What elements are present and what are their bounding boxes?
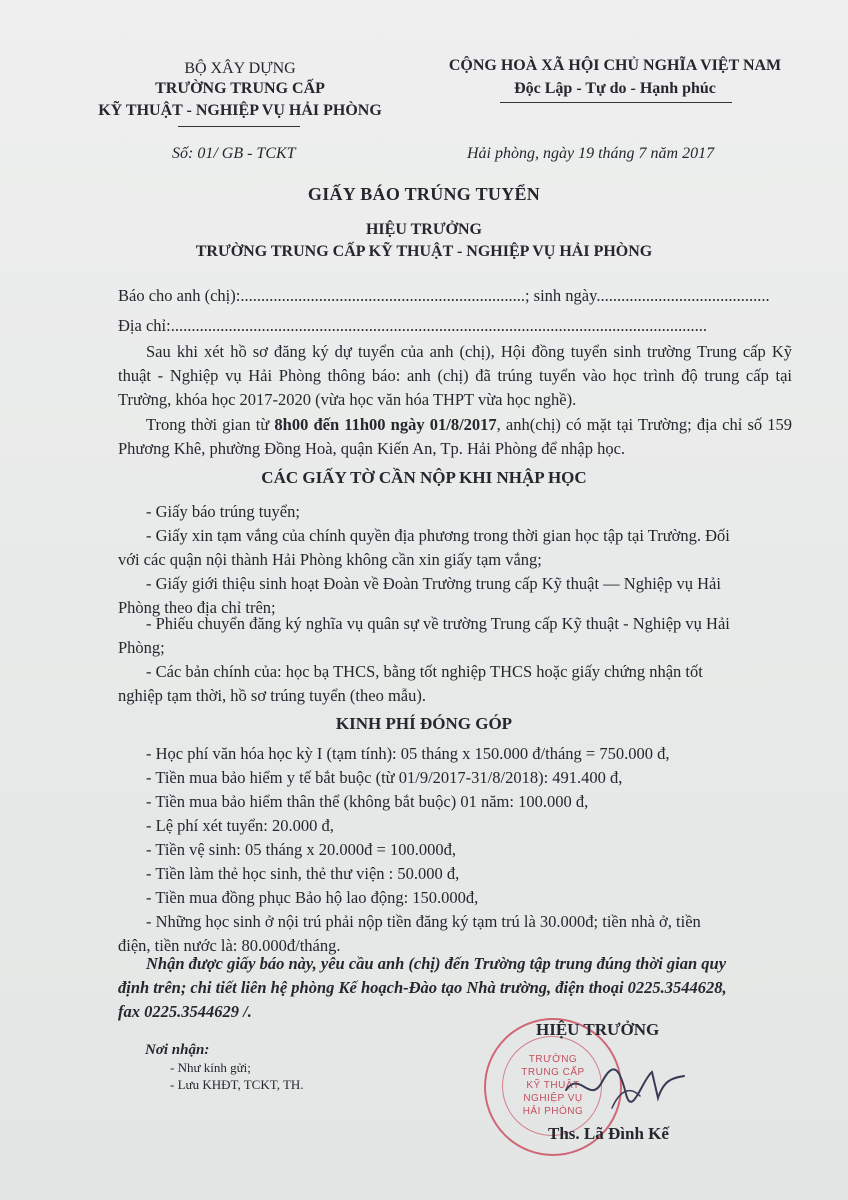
fee-item-6: - Tiền làm thẻ học sinh, thẻ thư viện : 50.000 đ, <box>146 864 460 883</box>
recipient-label: Báo cho anh (chị): <box>118 286 241 305</box>
doc-item-1: - Giấy báo trúng tuyển; <box>146 502 300 521</box>
header-left-rule <box>178 126 300 127</box>
doc-item-4-line1: - Phiếu chuyển đăng ký nghĩa vụ quân sự về trường Trung cấp Kỹ thuật - Nghiệp vụ Hải <box>146 614 730 633</box>
document-title: GIẤY BÁO TRÚNG TUYỂN <box>307 184 541 204</box>
seal-text-4: NGHIỆP VỤ <box>523 1093 583 1104</box>
seal-text-3: KỸ THUẬT <box>526 1080 580 1091</box>
address-label: Địa chỉ: <box>118 316 171 335</box>
doc-item-3-line1: - Giấy giới thiệu sinh hoạt Đoàn về Đoàn Trường trung cấp Kỹ thuật — Nghiệp vụ Hải <box>146 574 721 593</box>
recipient-field <box>118 284 770 308</box>
fee-item-8-line1: - Những học sinh ở nội trú phải nộp tiền đăng ký tạm trú là 30.000đ; tiền nhà ở, tiền <box>146 912 701 931</box>
doc-item-5-line1: - Các bản chính của: học bạ THCS, bằng tốt nghiệp THCS hoặc giấy chứng nhận tốt <box>146 662 703 681</box>
fee-item-2: - Tiền mua bảo hiểm y tế bắt buộc (từ 01/9/2017-31/8/2018): 491.400 đ, <box>146 768 623 787</box>
ministry-name: BỘ XÂY DỰNG <box>184 60 296 77</box>
admission-text: Sau khi xét hồ sơ đăng ký dự tuyển của anh (chị), Hội đồng tuyển sinh trường Trung cấp Kỹ thuật - Nghiệp vụ Hải Phòng thông báo: anh (chị) đã trúng tuyển vào học trình độ trung cấp tại Trường, khóa học 2017-2020 (vừa học văn hóa THPT vừa học nghề). <box>118 342 792 409</box>
enrollment-text-a: Trong thời gian từ <box>146 415 275 434</box>
documents-heading: CÁC GIẤY TỜ CẦN NỘP KHI NHẬP HỌC <box>261 468 587 487</box>
enrollment-paragraph <box>118 413 792 461</box>
note-line3: fax 0225.3544629 /. <box>118 1002 252 1021</box>
nation-title: CỘNG HOÀ XÃ HỘI CHỦ NGHĨA VIỆT NAM <box>448 57 782 74</box>
address-dots: .................................................................................................................................. <box>170 316 707 335</box>
doc-item-3-line2: Phòng theo địa chỉ trên; <box>118 598 276 617</box>
handwritten-signature <box>560 1050 690 1120</box>
doc-item-5-line2: nghiệp tạm thời, hồ sơ trúng tuyển (theo mẫu). <box>118 686 426 705</box>
school-name-line2: KỸ THUẬT - NGHIỆP VỤ HẢI PHÒNG <box>98 102 382 119</box>
recipients-label: Nơi nhận: <box>145 1042 210 1058</box>
doc-item-2-line2: với các quận nội thành Hải Phòng không cần xin giấy tạm vắng; <box>118 550 542 569</box>
note-line1: Nhận được giấy báo này, yêu cầu anh (chị) đến Trường tập trung đúng thời gian quy <box>146 954 727 973</box>
enrollment-time: 8h00 đến 11h00 ngày 01/8/2017 <box>274 415 497 434</box>
nation-motto: Độc Lập - Tự do - Hạnh phúc <box>514 80 716 97</box>
signer-name: Ths. Lã Đình Kế <box>548 1124 669 1143</box>
issuer-line1: HIỆU TRƯỞNG <box>365 221 482 238</box>
place-and-date: Hải phòng, ngày 19 tháng 7 năm 2017 <box>467 145 715 162</box>
recipient-dots: ..................................................................... <box>240 286 525 305</box>
fee-item-4: - Lệ phí xét tuyển: 20.000 đ, <box>146 816 334 835</box>
school-name-line1: TRƯỜNG TRUNG CẤP <box>155 80 325 97</box>
recipient-2: - Lưu KHĐT, TCKT, TH. <box>170 1077 304 1092</box>
fee-item-1: - Học phí văn hóa học kỳ I (tạm tính): 05 tháng x 150.000 đ/tháng = 750.000 đ, <box>146 744 670 763</box>
fee-item-5: - Tiền vệ sinh: 05 tháng x 20.000đ = 100.000đ, <box>146 840 456 859</box>
issuer-line2: TRƯỜNG TRUNG CẤP KỸ THUẬT - NGHIỆP VỤ HẢI PHÒNG <box>195 243 653 260</box>
fee-item-8-line2: điện, tiền nước là: 80.000đ/tháng. <box>118 936 341 955</box>
dob-label: ; sinh ngày <box>524 286 597 305</box>
seal-text-1: TRƯỜNG <box>528 1054 578 1065</box>
seal-text-2: TRUNG CẤP <box>521 1067 585 1078</box>
recipient-1: - Như kính gửi; <box>170 1060 251 1075</box>
signature-title: HIỆU TRƯỞNG <box>536 1020 660 1039</box>
fee-item-3: - Tiền mua bảo hiểm thân thể (không bắt buộc) 01 năm: 100.000 đ, <box>146 792 589 811</box>
dob-dots: .......................................... <box>596 286 770 305</box>
enrollment-text-b: , anh(chị) có mặt tại Trường; địa chỉ số 159 Phương Khê, phường Đồng Hoà, quận Kiến An, Tp. Hải Phòng để nhập học. <box>118 415 793 458</box>
address-field <box>118 314 707 338</box>
fee-item-7: - Tiền mua đồng phục Bảo hộ lao động: 150.000đ, <box>146 888 479 907</box>
document-number: Số: 01/ GB - TCKT <box>172 145 296 162</box>
admission-paragraph <box>118 340 792 412</box>
doc-item-2-line1: - Giấy xin tạm vắng của chính quyền địa phương trong thời gian học tập tại Trường. Đối <box>146 526 730 545</box>
doc-item-4-line2: Phòng; <box>118 638 165 657</box>
seal-text-5: HẢI PHÒNG <box>522 1106 584 1117</box>
header-right-rule <box>500 102 732 103</box>
fees-heading: KINH PHÍ ĐÓNG GÓP <box>335 714 513 733</box>
note-line2: định trên; chi tiết liên hệ phòng Kế hoạch-Đào tạo Nhà trường, điện thoại 0225.3544628, <box>118 978 727 997</box>
